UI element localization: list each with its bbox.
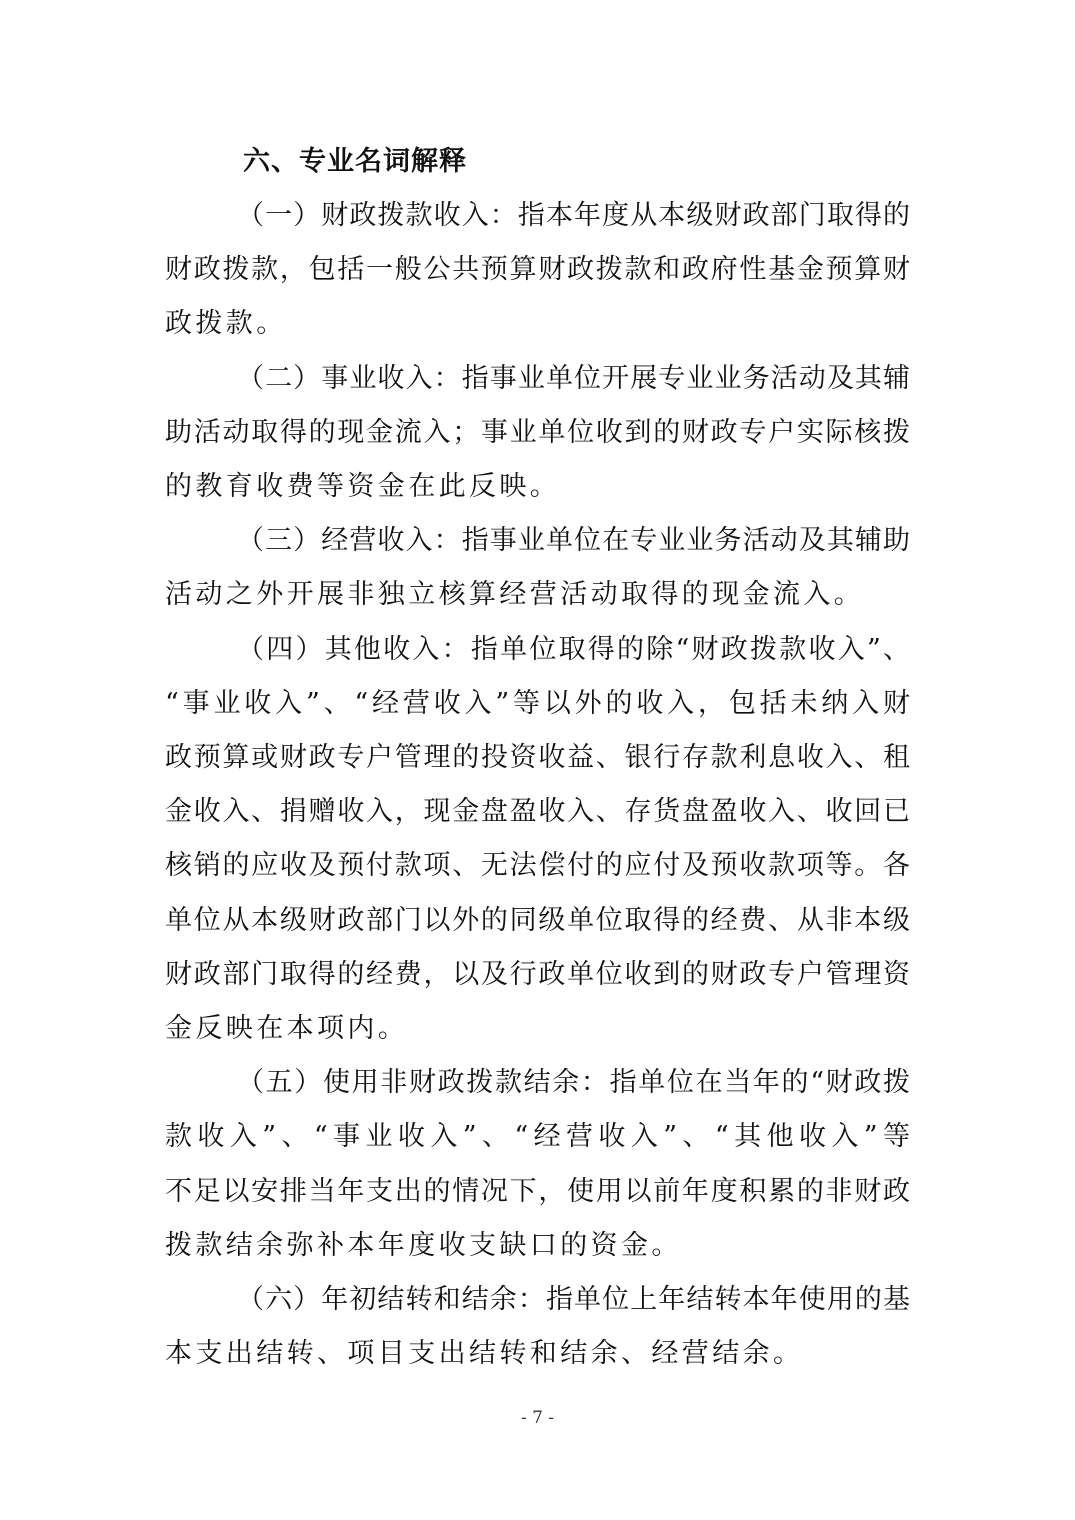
paragraph-line: 政预算或财政专户管理的投资收益、银行存款利息收入、租 bbox=[165, 742, 910, 773]
paragraph-line: 助活动取得的现金流入；事业单位收到的财政专户实际核拨 bbox=[165, 417, 910, 448]
paragraph-line: 款收入”、“事业收入”、“经营收入”、“其他收入”等 bbox=[165, 1121, 910, 1152]
paragraph-line: 金收入、捐赠收入，现金盘盈收入、存货盘盈收入、收回已 bbox=[165, 796, 910, 827]
paragraph-line: 活动之外开展非独立核算经营活动取得的现金流入。 bbox=[165, 579, 865, 610]
paragraph-line: 拨款结余弥补本年度收支缺口的资金。 bbox=[165, 1230, 682, 1261]
page-number: - 7 - bbox=[520, 1408, 555, 1428]
paragraph-line: 核销的应收及预付款项、无法偿付的应付及预收款项等。各 bbox=[165, 850, 910, 881]
paragraph-line: 财政拨款，包括一般公共预算财政拨款和政府性基金预算财 bbox=[165, 254, 910, 285]
paragraph-line: 本支出结转、项目支出结转和结余、经营结余。 bbox=[165, 1338, 804, 1369]
paragraph-line: 财政部门取得的经费，以及行政单位收到的财政专户管理资 bbox=[165, 959, 910, 990]
paragraph-line: 不足以安排当年支出的情况下，使用以前年度积累的非财政 bbox=[165, 1176, 910, 1207]
paragraph-line: 的教育收费等资金在此反映。 bbox=[165, 471, 561, 502]
paragraph-line: （二）事业收入：指事业单位开展专业业务活动及其辅 bbox=[237, 363, 910, 394]
paragraph-line: “事业收入”、“经营收入”等以外的收入，包括未纳入财 bbox=[165, 688, 910, 719]
paragraph-line: 政拨款。 bbox=[165, 308, 287, 339]
paragraph-line: （六）年初结转和结余：指单位上年结转本年使用的基 bbox=[237, 1284, 910, 1315]
paragraph-line: （五）使用非财政拨款结余：指单位在当年的“财政拨 bbox=[237, 1067, 910, 1098]
paragraph-line: 单位从本级财政部门以外的同级单位取得的经费、从非本级 bbox=[165, 905, 910, 936]
paragraph-line: （四）其他收入：指单位取得的除“财政拨款收入”、 bbox=[237, 634, 910, 665]
section-heading: 六、专业名词解释 bbox=[243, 146, 467, 177]
paragraph-line: （三）经营收入：指事业单位在专业业务活动及其辅助 bbox=[237, 525, 910, 556]
paragraph-line: （一）财政拨款收入：指本年度从本级财政部门取得的 bbox=[237, 200, 910, 231]
paragraph-line: 金反映在本项内。 bbox=[165, 1013, 409, 1044]
